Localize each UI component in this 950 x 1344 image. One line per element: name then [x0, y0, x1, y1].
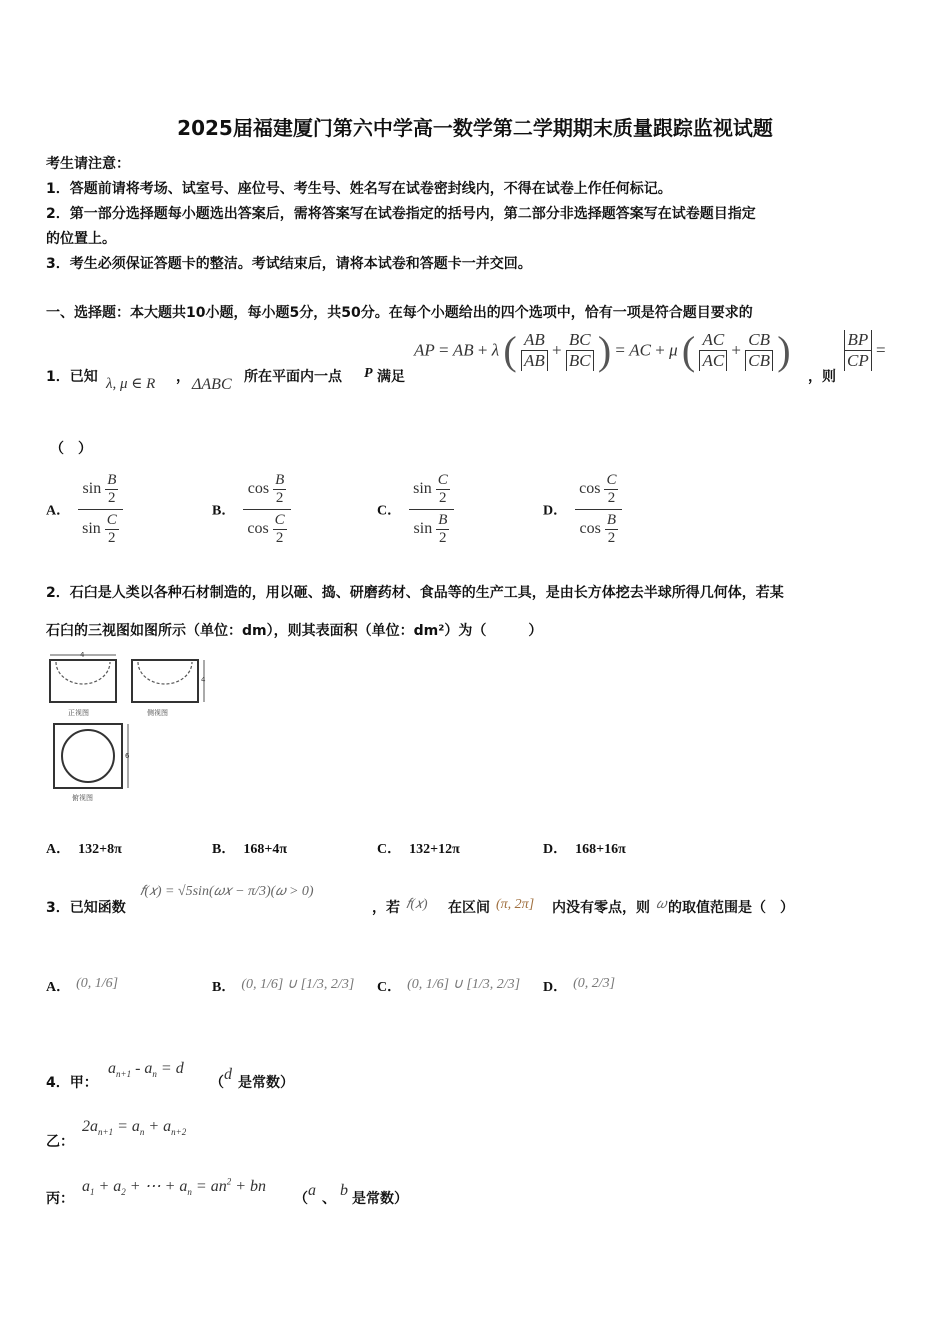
q1-point-p: P: [364, 366, 373, 381]
side-view-label: 侧视图: [147, 709, 168, 717]
q1-option-c[interactable]: C． sin $\frac{C}{2}$ sin $\frac{B}{2}$: [377, 470, 454, 549]
q3-mid-1: ，若: [372, 900, 400, 916]
q4-jia-note-open: （: [210, 1075, 224, 1091]
top-view-label: 俯视图: [72, 794, 93, 802]
page-title: 2025届福建厦门第六中学高一数学第二学期期末质量跟踪监视试题: [177, 116, 773, 140]
q3-interval: (π, 2π]: [496, 897, 535, 912]
option-label: C．: [377, 980, 402, 995]
q4-bing-note-sep: 、: [322, 1191, 336, 1207]
side-view-rect: [132, 660, 198, 702]
side-view-hemisphere: [138, 662, 192, 684]
q3-tail: 的取值范围是（ ）: [668, 900, 794, 916]
q4-bing-label: 丙：: [46, 1191, 74, 1207]
notice-item-2-cont: 的位置上。: [46, 231, 116, 247]
q1-mid: 所在平面内一点: [244, 369, 342, 385]
q3-option-b[interactable]: [212, 976, 354, 996]
front-view-rect: [50, 660, 116, 702]
q1-ratio: $\frac{BP}{CP}$ =: [844, 330, 886, 371]
q3-mid-3: 内没有零点，则: [552, 900, 650, 916]
option-label: B．: [212, 503, 236, 519]
top-view-circle: [62, 730, 114, 782]
q2-option-b[interactable]: [212, 838, 287, 858]
q4-bing-note-a: a: [308, 1182, 316, 1199]
q1-option-d[interactable]: D． cos $\frac{C}{2}$ cos $\frac{B}{2}$: [543, 470, 622, 549]
q4-bing-note-b: b: [340, 1182, 348, 1199]
q1-option-a[interactable]: A． sin $\frac{B}{2}$ sin $\frac{C}{2}$: [46, 470, 123, 549]
q4-yi-formula: $2a_{n+1} = a_n + a_{n+2}$: [82, 1118, 187, 1138]
q2-line-2: 石臼的三视图如图所示（单位：dm），则其表面积（单位：dm²）为（ ）: [46, 623, 543, 639]
q3-option-c[interactable]: [377, 976, 520, 996]
q4-bing-note-close: 是常数）: [352, 1191, 408, 1207]
option-label: A．: [46, 980, 71, 995]
q4-jia-note-var: d: [224, 1066, 232, 1083]
q3-prefix: 3．已知函数: [46, 900, 126, 916]
option-text: 168+4π: [243, 842, 287, 857]
q3-mid-2: 在区间: [448, 900, 490, 916]
dim-front-width: 4: [80, 652, 85, 659]
option-label: A．: [46, 842, 71, 857]
option-label: C．: [377, 842, 402, 857]
notice-item-1: 1．答题前请将考场、试室号、座位号、考生号、姓名写在试卷密封线内，不得在试卷上作任何标记。: [46, 181, 672, 197]
q1-satisfy: 满足: [377, 369, 405, 385]
q4-jia-note-close: 是常数）: [238, 1075, 294, 1091]
front-view-hemisphere: [56, 662, 110, 684]
notice-heading: 考生请注意：: [46, 156, 130, 172]
option-text: 132+12π: [409, 842, 460, 857]
option-text: 168+16π: [575, 842, 626, 857]
option-label: B．: [212, 842, 236, 857]
notice-item-2: 2．第一部分选择题每小题选出答案后，需将答案写在试卷指定的括号内，第二部分非选择题答案写在试卷题目指定: [46, 206, 756, 222]
q1-condition: λ, μ ∈ R: [106, 376, 156, 392]
q2-three-view-figure: [44, 652, 224, 807]
notice-item-3: 3．考生必须保证答题卡的整洁。考试结束后，请将本试卷和答题卡一并交回。: [46, 256, 532, 272]
q2-option-a[interactable]: [46, 838, 122, 858]
q4-jia-formula: $a_{n+1} - a_n = d$: [108, 1060, 184, 1080]
q1-prefix: 1．已知: [46, 369, 98, 385]
top-view-rect: [54, 724, 122, 788]
q1-then: ，则: [808, 369, 836, 385]
q1-vector-equation: AP = AB + λ ( $\frac{AB}{AB}$ + $\frac{BC}{BC}$ ) = AC + μ ( $\frac{AC}{AC}$ + $\frac{CB}{CB}$ ): [414, 327, 791, 373]
q2-option-d[interactable]: [543, 838, 626, 858]
q1-answer-paren: （ ）: [50, 441, 92, 457]
option-text: (0, 1/6]: [76, 976, 119, 991]
option-label: D．: [543, 503, 568, 519]
option-text: (0, 1/6] ∪ [1/3, 2/3]: [407, 977, 521, 992]
q4-bing-formula: $a_1 + a_2$ + ⋯ + $a_n = an^2$ + bn: [82, 1176, 266, 1198]
q1-comma: ，: [176, 369, 190, 385]
section-heading: 一、选择题：本大题共10小题，每小题5分，共50分。在每个小题给出的四个选项中，恰有一项是符合题目要求的: [46, 305, 753, 321]
q1-triangle: ΔABC: [192, 376, 232, 393]
option-text: (0, 2/3]: [573, 976, 616, 991]
q3-function: 𝑓(𝑥) = √5sin(𝜔𝑥 − π/3)(𝜔 > 0): [140, 884, 314, 899]
q1-option-b[interactable]: B． cos $\frac{B}{2}$ cos $\frac{C}{2}$: [212, 470, 291, 549]
front-view-label: 正视图: [68, 709, 89, 717]
q3-option-a[interactable]: [46, 976, 118, 996]
option-label: B．: [212, 980, 236, 995]
option-label: D．: [543, 842, 568, 857]
q2-line-1: 2．石臼是人类以各种石材制造的，用以砸、捣、研磨药材、食品等的生产工具，是由长方体挖去半球所得几何体，若某: [46, 585, 784, 601]
q4-yi-label: 乙：: [46, 1134, 74, 1150]
q2-option-c[interactable]: [377, 838, 460, 858]
dim-side-height: 4: [201, 676, 206, 684]
option-text: (0, 1/6] ∪ [1/3, 2/3]: [241, 977, 355, 992]
q4-bing-note-open: （: [294, 1191, 308, 1207]
q4-jia-label: 4．甲：: [46, 1075, 98, 1091]
dim-top-height: 6: [125, 752, 130, 760]
q3-fx: 𝑓(𝑥): [406, 897, 428, 912]
q3-option-d[interactable]: [543, 976, 615, 996]
option-label: A．: [46, 503, 71, 519]
option-label: C．: [377, 503, 402, 519]
option-label: D．: [543, 980, 568, 995]
q3-omega: 𝜔: [656, 897, 667, 912]
option-text: 132+8π: [78, 842, 122, 857]
